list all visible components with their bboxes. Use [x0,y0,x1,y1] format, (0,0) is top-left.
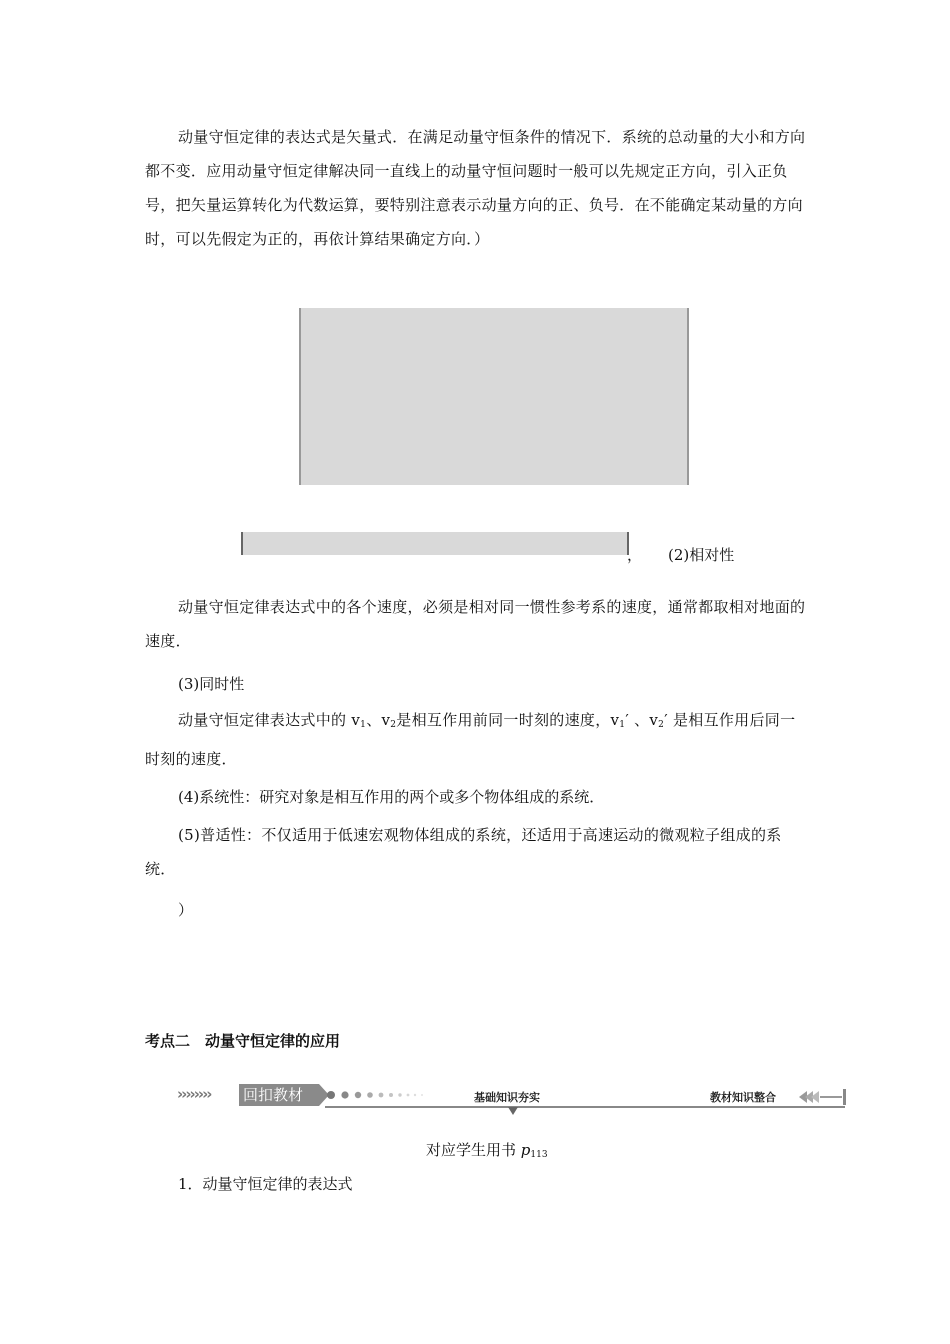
universality-paragraph: (5)普适性：不仅适用于低速宏观物体组成的系统，还适用于高速运动的微观粒子组成的系统． [145,826,782,878]
simultaneity-paragraph: 动量守恒定律表达式中的 $v_1$、$v_2$是相互作用前同一时刻的速度，$v_1'$ 、$v_2'$ 是相互作用后同一时刻的速度． [145,711,796,768]
banner-baseline [325,1106,845,1108]
item-1-heading: 1．动量守恒定律的表达式 [178,1175,353,1193]
relativity-heading: (2)相对性 [668,546,735,564]
figure-placeholder [299,308,689,485]
banner-center-label: 基础知识夯实 [474,1091,540,1104]
inline-comma: ， [627,546,643,564]
banner-tab-label: 回扣教材 [243,1086,304,1104]
banner-arrows-icon: ›››››››› [177,1085,211,1103]
section-heading: 考点二 动量守恒定律的应用 [145,1032,341,1050]
section-banner [175,1082,847,1118]
banner-right-label: 教材知识整合 [710,1091,776,1104]
banner-dots-icon [325,1089,435,1101]
banner-right-arrows-icon [793,1088,847,1106]
textbook-reference: 对应学生用书 $p_{113}$ [426,1141,548,1160]
intro-paragraph: 动量守恒定律的表达式是矢量式．在满足动量守恒条件的情况下．系统的总动量的大小和方向都不变．应用动量守恒定律解决同一直线上的动量守恒问题时一般可以先规定正方向，引入正负号，把矢量运算转化为代数运算，要特别注意表示动量方向的正、负号．在不能确定某动量的方向时，可以先假定为正的，再依计算结果确定方向．） [145,128,806,248]
relativity-paragraph: 动量守恒定律表达式中的各个速度，必须是相对同一惯性参考系的速度，通常都取相对地面的速度． [145,598,806,650]
closing-paren: ） [178,901,194,919]
banner-pointer-icon [508,1107,518,1115]
simultaneity-heading: (3)同时性 [178,675,245,693]
inline-placeholder-bar [241,532,629,555]
system-line: (4)系统性：研究对象是相互作用的两个或多个物体组成的系统． [178,788,605,806]
